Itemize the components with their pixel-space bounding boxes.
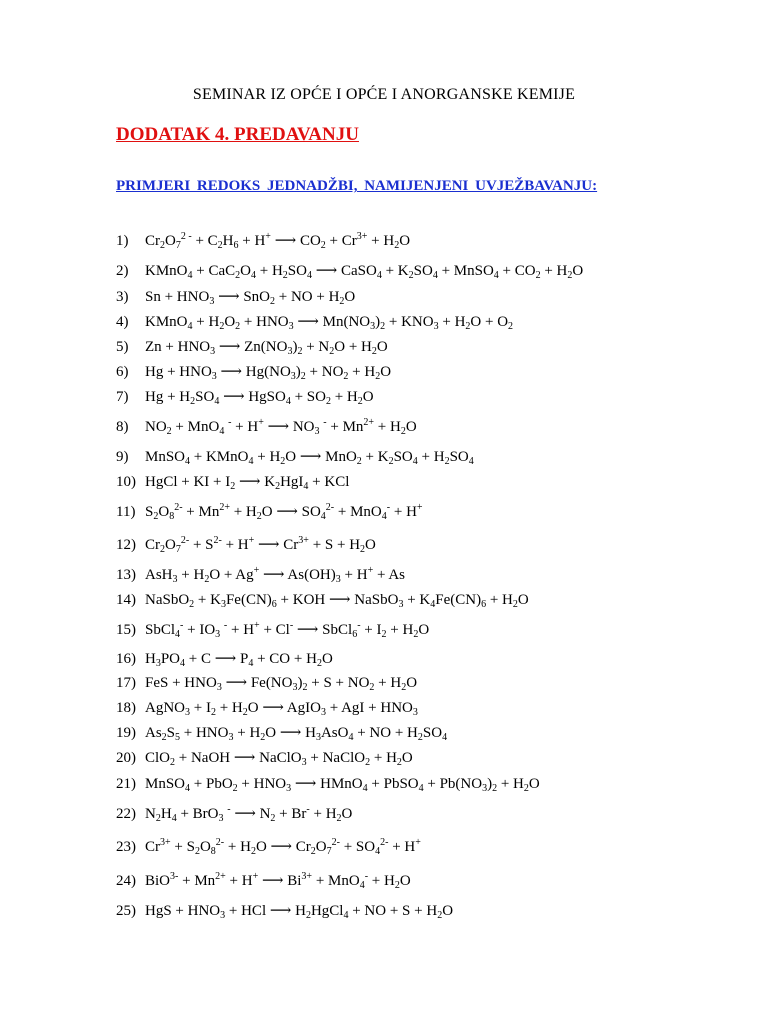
- equation-row: [116, 536, 376, 554]
- equation-row: [116, 313, 513, 331]
- equation-number: 7): [116, 389, 129, 405]
- equation-text: KMnO$_4$ + $H_2O_2 + HNO_3$ ⟶ $Mn(NO_3)_2 + KNO_3 + H_2O + O_2$: [145, 314, 514, 332]
- equation-text: $H_3PO_4 + C$ ⟶ $P_4$ + CO + $H_2O$: [145, 651, 333, 669]
- equation-text: $Zn + HNO_3$ ⟶ $Zn(NO_3)_2 + N_2O + H_2O$: [145, 339, 388, 357]
- equation-text: $Hg + HNO_3$ ⟶ $Hg(NO_3)_2 + NO_2 + H_2O$: [145, 364, 392, 382]
- equation-number: 15): [116, 622, 136, 638]
- equation-text: $Cr^{3+} + S_2O_8^{2-} + H_2O$ ⟶ $Cr_2O_7^{2-} + SO_4^{2-} + H^+$: [145, 837, 421, 857]
- equation-number: 19): [116, 725, 136, 741]
- equation-number: 10): [116, 474, 136, 490]
- equation-row: [116, 872, 411, 890]
- equation-number: 12): [116, 537, 136, 553]
- equation-number: 18): [116, 700, 136, 716]
- equation-number: 22): [116, 806, 136, 822]
- equation-number: 1): [116, 233, 129, 249]
- equation-row: [116, 288, 355, 306]
- equation-text: ClO$_2$ + NaOH ⟶ NaClO$_3$ + NaClO$_2$ + $H_2O$: [145, 750, 413, 768]
- equation-number: 6): [116, 364, 129, 380]
- equation-number: 21): [116, 776, 136, 792]
- equation-text: $N_2H_4 + BrO_3$ - ⟶ $N_2 + Br^- + H_2O$: [145, 804, 353, 824]
- equation-number: 20): [116, 750, 136, 766]
- equation-text: MnSO$_4$ + $PbO_2 + HNO_3$ ⟶ HMnO$_4$ + PbSO$_4$ + $Pb(NO_3)_2 + H_2O$: [145, 776, 540, 794]
- equation-row: [116, 838, 421, 856]
- equation-number: 17): [116, 675, 136, 691]
- equation-text: $As_2S_5 + HNO_3 + H_2O$ ⟶ $H_3AsO_4$ + NO + $H_2SO_4$: [145, 725, 448, 743]
- equation-row: [116, 674, 417, 692]
- equation-text: $Cr_2O_7^{2 -} + C_2H_6 + H^+$ ⟶ $CO_2 + Cr^{3+} + H_2O$: [145, 231, 411, 251]
- equation-row: [116, 775, 540, 793]
- equation-number: 16): [116, 651, 136, 667]
- equation-row: [116, 363, 391, 381]
- equation-row: [116, 503, 423, 521]
- equation-number: 24): [116, 873, 136, 889]
- section-heading: PRIMJERI REDOKS JEDNADŽBI, NAMIJENJENI UVJEŽBAVANJU:: [116, 178, 598, 194]
- equation-row: [116, 650, 333, 668]
- equation-text: $NO_2 + MnO_4$ - + H+ ⟶ $NO_3$ $^- + Mn^{2+} + H_2O$: [145, 417, 417, 437]
- equation-row: [116, 262, 583, 280]
- equation-number: 2): [116, 263, 129, 279]
- equation-number: 9): [116, 449, 129, 465]
- equation-text: AgNO$_3$ + $I_2 + H_2O$ ⟶ AgIO$_3$ + AgI + $HNO_3$: [145, 700, 418, 718]
- equation-number: 11): [116, 504, 136, 520]
- equation-text: FeS + $HNO_3$ ⟶ $Fe(NO_3)_2 + S + NO_2 + H_2O$: [145, 675, 418, 693]
- equation-row: [116, 566, 405, 584]
- equation-text: KMnO$_4$ + $CaC_2O_4 + H_2SO_4$ ⟶ CaSO$_4$ + $K_2SO_4$ + MnSO$_4$ + $CO_2 + H_2O$: [145, 263, 584, 281]
- equation-number: 13): [116, 567, 136, 583]
- equation-row: [116, 338, 388, 356]
- equation-text: NaSbO$_2$ + $K_3Fe(CN)_6$ + KOH ⟶ NaSbO$_3$ + $K_4Fe(CN)_6 + H_2O$: [145, 592, 529, 610]
- equation-row: [116, 621, 429, 639]
- equation-row: [116, 418, 417, 436]
- equation-number: 4): [116, 314, 129, 330]
- equation-row: [116, 749, 413, 767]
- equation-number: 5): [116, 339, 129, 355]
- equation-text: $S_2O_8^{2-} + Mn^{2+} + H_2O$ ⟶ $SO_4^{2-} + MnO_4^- + H^+$: [145, 502, 423, 522]
- equation-row: [116, 805, 352, 823]
- equation-row: [116, 232, 410, 250]
- equation-row: [116, 388, 374, 406]
- equation-row: [116, 699, 418, 717]
- equation-text: $Sn + HNO_3$ ⟶ SnO$_2$ + NO + $H_2O$: [145, 289, 356, 307]
- document-title: SEMINAR IZ OPĆE I OPĆE I ANORGANSKE KEMIJE: [192, 86, 576, 103]
- equation-text: $BiO^{3-} + Mn^{2+} + H^+$ ⟶ $Bi^{3+} + MnO_4^- + H_2O$: [145, 871, 411, 891]
- document-subtitle: DODATAK 4. PREDAVANJU: [116, 124, 359, 145]
- equation-text: HgCl + KI + $I_2$ ⟶ $K_2HgI_4$ + KCl: [145, 474, 350, 492]
- equation-number: 25): [116, 903, 136, 919]
- equation-text: SbCl$_4$- + $IO_3$ - + H+ + Cl- ⟶ SbCl$_6$- + $I_2 + H_2O$: [145, 620, 430, 640]
- equation-text: $Hg + H_2SO_4$ ⟶ HgSO$_4$ + $SO_2 + H_2O$: [145, 389, 374, 407]
- equation-number: 14): [116, 592, 136, 608]
- equation-text: MnSO$_4$ + KMnO$_4$ + $H_2O$ ⟶ $MnO_2 + K_2SO_4 + H_2SO_4$: [145, 449, 474, 467]
- equation-number: 23): [116, 839, 136, 855]
- equation-number: 8): [116, 419, 129, 435]
- equation-row: [116, 591, 529, 609]
- equation-text: HgS + $HNO_3$ + HCl ⟶ $H_2HgCl_4$ + NO + $S + H_2O$: [145, 903, 454, 921]
- equation-row: [116, 724, 447, 742]
- equation-number: 3): [116, 289, 129, 305]
- equation-row: [116, 448, 474, 466]
- equation-text: $Cr_2O_7^{2-} + S^{2-} + H^+$ ⟶ $Cr^{3+} + S + H_2O$: [145, 535, 376, 555]
- equation-row: [116, 902, 453, 920]
- equation-row: [116, 473, 349, 491]
- equation-text: $AsH_3 + H_2O + Ag^+$ ⟶ $As(OH)_3 + H^+ + As$: [145, 565, 406, 585]
